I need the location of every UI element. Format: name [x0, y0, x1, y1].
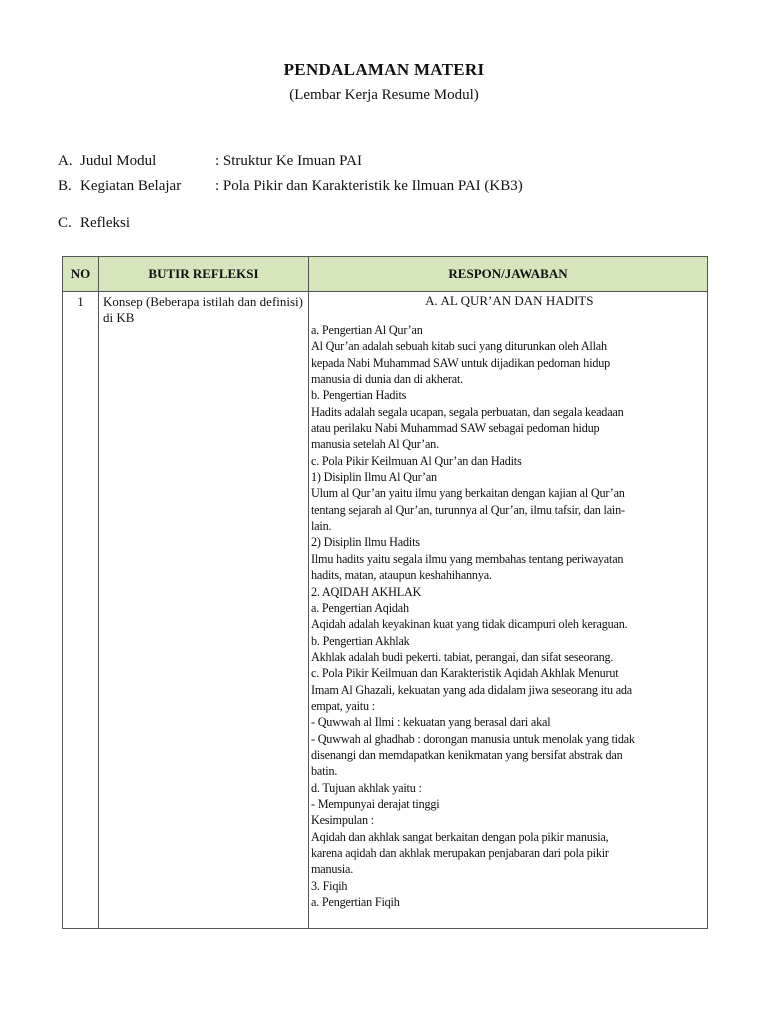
- respon-line: Ulum al Qur’an yaitu ilmu yang berkaitan dengan kajian al Qur’an: [311, 486, 625, 501]
- section-letter: C.: [58, 215, 72, 231]
- row-number: 1: [63, 292, 99, 929]
- butir-cell: Konsep (Beberapa istilah dan definisi) di KB: [99, 292, 309, 929]
- respon-line: Aqidah adalah keyakinan kuat yang tidak dicampuri oleh keraguan.: [311, 617, 628, 632]
- respon-line: d. Tujuan akhlak yaitu :: [311, 780, 422, 795]
- respon-line: manusia.: [311, 862, 354, 877]
- respon-heading: [311, 293, 705, 309]
- respon-line: disenangi dan memdapatkan kenikmatan yang bersifat abstrak dan: [311, 747, 623, 762]
- info-value: : Struktur Ke Imuan PAI: [215, 153, 362, 169]
- section-refleksi: [58, 215, 130, 232]
- respon-line: tentang sejarah al Qur’an, turunnya al Qur’an, ilmu tafsir, dan lain-: [311, 502, 625, 517]
- respon-line: b. Pengertian Hadits: [311, 388, 407, 403]
- respon-line: a. Pengertian Al Qur’an: [311, 323, 423, 337]
- respon-line: Imam Al Ghazali, kekuatan yang ada didalam jiwa seseorang itu ada: [311, 682, 633, 697]
- respon-line: b. Pengertian Akhlak: [311, 633, 410, 648]
- respon-line: - Quwwah al Ilmi : kekuatan yang berasal dari akal: [311, 715, 551, 730]
- respon-line: c. Pola Pikir Keilmuan dan Karakteristik Aqidah Akhlak Menurut: [311, 666, 619, 681]
- respon-line: lain.: [311, 519, 332, 534]
- respon-line: 1) Disiplin Ilmu Al Qur’an: [311, 470, 437, 485]
- respon-line: 2. AQIDAH AKHLAK: [311, 584, 422, 599]
- info-row-judul-modul: [58, 153, 362, 170]
- table-row: [63, 292, 708, 929]
- refleksi-table: [62, 256, 708, 929]
- respon-cell: [309, 292, 708, 929]
- respon-heading-letter: A.: [425, 293, 438, 308]
- respon-line: - Quwwah al ghadhab : dorongan manusia untuk menolak yang tidak: [311, 731, 635, 746]
- respon-line: karena aqidah dan akhlak merupakan penjabaran dari pola pikir: [311, 846, 609, 860]
- respon-line: Kesimpulan :: [311, 813, 374, 828]
- respon-line: empat, yaitu :: [311, 698, 375, 713]
- section-label: Refleksi: [80, 215, 130, 231]
- respon-line: a. Pengertian Aqidah: [311, 600, 409, 615]
- header-respon-jawaban: RESPON/JAWABAN: [309, 257, 708, 292]
- document-subtitle: (Lembar Kerja Resume Modul): [289, 87, 479, 103]
- respon-line: 3. Fiqih: [311, 878, 348, 893]
- respon-heading-text: AL QUR’AN DAN HADITS: [440, 293, 594, 308]
- respon-line: manusia setelah Al Qur’an.: [311, 437, 439, 452]
- table-header-row: [63, 257, 708, 292]
- respon-line: a. Pengertian Fiqih: [311, 895, 400, 910]
- header-no: NO: [63, 257, 99, 292]
- respon-line: hadits, matan, ataupun keshahihannya.: [311, 568, 492, 583]
- info-value: : Pola Pikir dan Karakteristik ke Ilmuan PAI (KB3): [215, 178, 523, 194]
- respon-line: Ilmu hadits yaitu segala ilmu yang membahas tentang periwayatan: [311, 551, 624, 566]
- info-letter: A.: [58, 153, 73, 169]
- respon-lines: [311, 322, 705, 910]
- respon-line: c. Pola Pikir Keilmuan Al Qur’an dan Hadits: [311, 453, 522, 468]
- info-letter: B.: [58, 178, 72, 194]
- document-title: PENDALAMAN MATERI: [283, 60, 485, 79]
- respon-line: - Mempunyai derajat tinggi: [311, 796, 440, 811]
- info-row-kegiatan-belajar: [58, 178, 523, 195]
- respon-line: kepada Nabi Muhammad SAW untuk dijadikan pedoman hidup: [311, 355, 611, 370]
- respon-line: Hadits adalah segala ucapan, segala perbuatan, dan segala keadaan: [311, 404, 624, 419]
- info-label: Kegiatan Belajar: [80, 178, 182, 194]
- respon-line: 2) Disiplin Ilmu Hadits: [311, 535, 420, 550]
- respon-line: atau perilaku Nabi Muhammad SAW sebagai pedoman hidup: [311, 421, 600, 436]
- respon-line: Aqidah dan akhlak sangat berkaitan dengan pola pikir manusia,: [311, 829, 609, 844]
- info-label: Judul Modul: [80, 153, 157, 169]
- respon-line: batin.: [311, 764, 338, 779]
- header-butir-refleksi: BUTIR REFLEKSI: [99, 257, 309, 292]
- respon-line: Al Qur’an adalah sebuah kitab suci yang diturunkan oleh Allah: [311, 339, 607, 354]
- respon-line: manusia di dunia dan di akherat.: [311, 372, 463, 387]
- respon-line: Akhlak adalah budi pekerti. tabiat, perangai, dan sifat seseorang.: [311, 649, 614, 664]
